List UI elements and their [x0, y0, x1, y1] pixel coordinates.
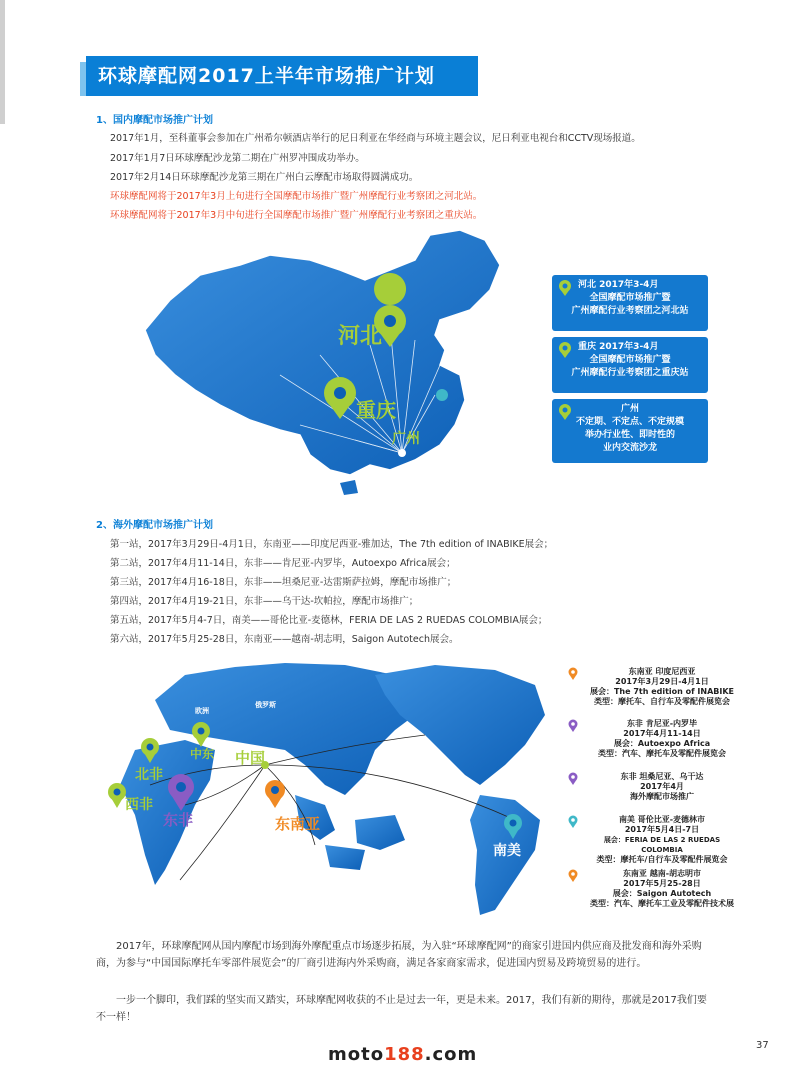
card-guangzhou-line2: 举办行业性、即时性的 — [584, 430, 675, 440]
domestic-line-1: 2017年1月，至科董事会参加在广州希尔顿酒店举行的尼日利亚在华经商与环境主题会议，尼日利亚电视台和CCTV现场报道。 — [110, 133, 641, 144]
card-guangzhou-title: 广州 — [620, 404, 639, 414]
map-label-south-america: 南美 — [493, 843, 521, 859]
legend-line: 南美 哥伦比亚-麦德林市 — [618, 815, 706, 824]
map-label-north-africa: 北非 — [135, 767, 163, 783]
domestic-line-2: 2017年1月7日环球摩配沙龙第二期在广州罗冲围成功举办。 — [110, 153, 365, 164]
map-label-guangzhou: 广州 — [392, 431, 420, 447]
map-label-chongqing: 重庆 — [356, 398, 396, 422]
map-label-hebei: 河北 — [338, 324, 383, 349]
domestic-line-3: 2017年2月14日环球摩配沙龙第三期在广州白云摩配市场取得圆满成功。 — [110, 172, 419, 183]
legend-line: 东南亚 越南-胡志明市 — [622, 869, 702, 878]
world-map — [95, 655, 570, 925]
card-chongqing-line1: 全国摩配市场推广暨 — [589, 355, 671, 365]
orange-pin-icon — [568, 667, 578, 681]
legend-line: 展会：FERIA DE LAS 2 RUEDAS COLOMBIA — [603, 836, 721, 854]
legend-line: 类型：摩托车、自行车及零配件展览会 — [594, 697, 730, 706]
card-chongqing — [552, 337, 708, 393]
legend-line: 2017年5月4日-7日 — [624, 825, 700, 834]
legend-line: 类型：汽车、摩托车及零配件展览会 — [598, 749, 726, 758]
legend-line: 2017年5月25-28日 — [623, 879, 701, 888]
domestic-red-line-2: 环球摩配网将于2017年3月中旬进行全国摩配市场推广暨广州摩配行业考察团之重庆站。 — [110, 210, 483, 221]
guangzhou-card-pin-icon — [558, 403, 572, 421]
overseas-line-1: 第一站，2017年3月29日-4月1日，东南亚——印度尼西亚-雅加达，The 7th edition of INABIKE展会； — [110, 539, 554, 550]
legend-item — [570, 719, 770, 759]
hebei-card-pin-icon — [558, 279, 572, 297]
legend-item — [570, 772, 770, 802]
map-label-southeast-asia: 东南亚 — [275, 815, 321, 833]
overseas-line-3: 第三站，2017年4月16-18日，东非——坦桑尼亚-达雷斯萨拉姆，摩配市场推广； — [110, 577, 457, 588]
page-edge-mark — [0, 0, 5, 124]
legend-item — [570, 815, 770, 865]
legend-line: 海外摩配市场推广 — [630, 792, 694, 801]
map-label-east-africa: 东非 — [163, 811, 194, 829]
legend-line: 2017年4月 — [640, 782, 684, 791]
purple-pin-icon — [568, 772, 578, 786]
legend-line: 展会：Autoexpo Africa — [613, 739, 711, 748]
overseas-line-5: 第五站，2017年5月4-7日，南美——哥伦比亚-麦德林，FERIA DE LAS 2 RUEDAS COLOMBIA展会； — [110, 615, 548, 626]
legend-line: 2017年3月29日-4月1日 — [615, 677, 709, 686]
site-main: moto — [328, 1044, 385, 1065]
legend-line: 类型：摩托车/自行车及零配件展览会 — [596, 855, 728, 864]
domestic-red-line-1: 环球摩配网将于2017年3月上旬进行全国摩配市场推广暨广州摩配行业考察团之河北站。 — [110, 191, 483, 202]
site-tld: .com — [424, 1044, 478, 1065]
card-guangzhou-line3: 业内交流沙龙 — [602, 443, 657, 453]
card-guangzhou-line1: 不定期、不定点、不定规模 — [575, 417, 684, 427]
site-number: 188 — [384, 1044, 425, 1065]
teal-pin-icon — [568, 815, 578, 829]
overseas-line-4: 第四站，2017年4月19-21日，东非——乌干达-坎帕拉，摩配市场推广； — [110, 596, 419, 607]
legend-item — [570, 667, 770, 707]
section-title-domestic: 1、国内摩配市场推广计划 — [96, 115, 213, 126]
map-label-russia: 俄罗斯 — [255, 701, 276, 709]
purple-pin-icon — [568, 719, 578, 733]
card-hebei — [552, 275, 708, 331]
legend-line: 展会：The 7th edition of INABIKE — [589, 687, 735, 696]
card-chongqing-title: 重庆 2017年3-4月 — [578, 342, 659, 352]
west-africa-pin-icon — [108, 783, 126, 808]
card-hebei-line1: 全国摩配市场推广暨 — [589, 293, 671, 303]
map-label-middle-east: 中东 — [190, 747, 215, 761]
card-hebei-title: 河北 2017年3-4月 — [578, 280, 659, 290]
page-title: 环球摩配网2017上半年市场推广计划 — [86, 56, 478, 96]
map-label-west-africa: 西非 — [125, 797, 153, 813]
legend-line: 展会：Saigon Autotech — [612, 889, 712, 898]
legend-item — [570, 869, 770, 909]
site-watermark — [328, 1044, 477, 1065]
legend-line: 东南亚 印度尼西亚 — [628, 667, 696, 676]
section-title-overseas: 2、海外摩配市场推广计划 — [96, 520, 213, 531]
chongqing-card-pin-icon — [558, 341, 572, 359]
closing-paragraph-2: 一步一个脚印，我们踩的坚实而又踏实，环球摩配网收获的不止是过去一年，更是未来。2017，我们有新的期待，那就是2017我们要不一样！ — [96, 995, 707, 1023]
legend-line: 东非 坦桑尼亚、乌干达 — [620, 772, 704, 781]
map-label-europe: 欧洲 — [195, 707, 209, 715]
map-label-china: 中国 — [235, 749, 266, 767]
china-map — [140, 225, 520, 495]
card-hebei-line2: 广州摩配行业考察团之河北站 — [571, 306, 689, 316]
closing-paragraph-1: 2017年，环球摩配网从国内摩配市场到海外摩配重点市场逐步拓展，为入驻“环球摩配网”的商家引进国内供应商及批发商和海外采购商，为参与“中国国际摩托车零部件展览会”的厂商引进海内外采购商，满足各家商家需求，促进国内贸易及跨境贸易的进行。 — [96, 941, 702, 969]
page-number: 37 — [756, 1040, 769, 1051]
overseas-line-2: 第二站，2017年4月11-14日，东非——肯尼亚-内罗毕，Autoexpo Africa展会； — [110, 558, 456, 569]
southeast-asia-pin-icon — [265, 780, 285, 808]
card-guangzhou — [552, 399, 708, 463]
legend-line: 类型：汽车、摩托车工业及零配件技术展 — [590, 899, 734, 908]
legend-line: 东非 肯尼亚-内罗毕 — [626, 719, 698, 728]
overseas-line-6: 第六站，2017年5月25-28日，东南亚——越南-胡志明，Saigon Autotech展会。 — [110, 634, 459, 645]
legend-line: 2017年4月11-14日 — [623, 729, 701, 738]
orange-pin-icon — [568, 869, 578, 883]
card-chongqing-line2: 广州摩配行业考察团之重庆站 — [571, 368, 689, 378]
